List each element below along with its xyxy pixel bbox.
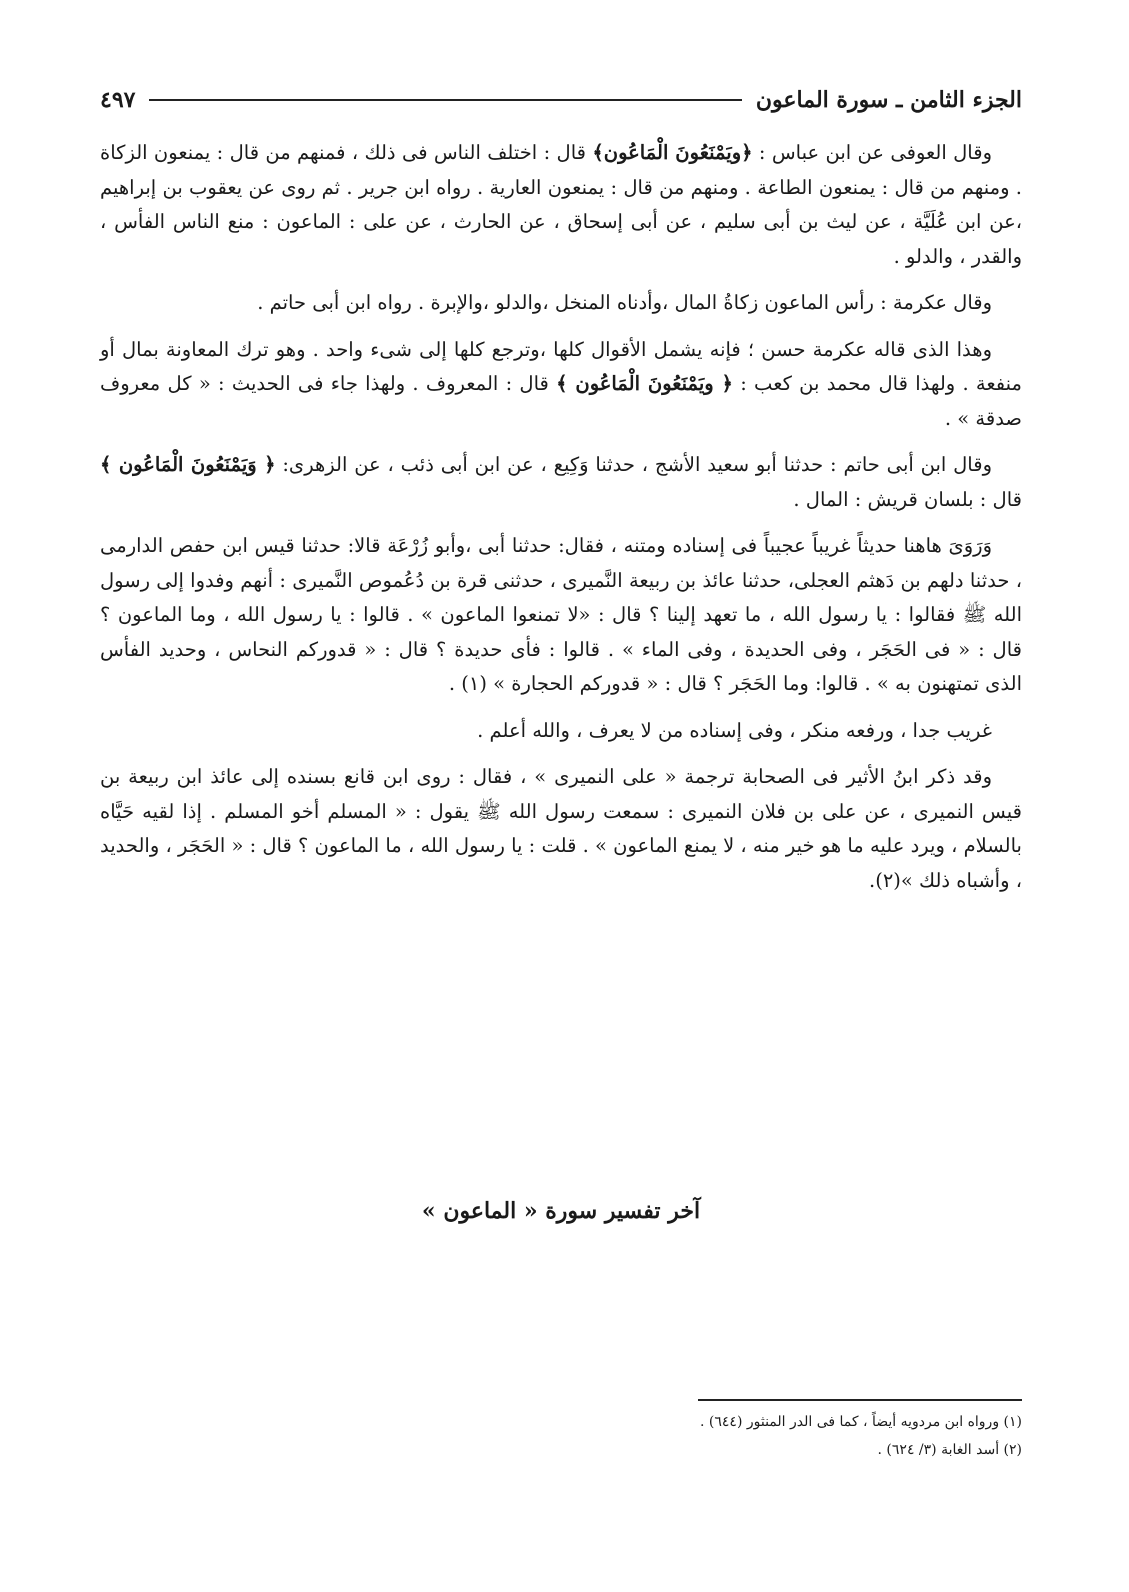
text-run: وقد ذكر ابنُ الأثير فى الصحابة ترجمة « على النميرى » ، فقال : روى ابن قانع بسنده إلى عائذ ابن ربيعة بن قيس النميرى ، عن على بن فلان النميرى : سمعت رسول الله ﷺ يقول : « المسلم أخو المسلم . إذا لقيه حَيَّاه بالسلام ، ويرد عليه ما هو خير منه ، لا يمنع الماعون » . قلت : يا رسول الله ، ما الماعون ؟ قال : « الحَجَر ، والحديد ، وأشباه ذلك »(٢). bbox=[100, 765, 1022, 892]
paragraph bbox=[100, 529, 1022, 702]
page-header bbox=[100, 80, 1022, 120]
quran-quote: ﴿ وَيَمْنَعُونَ الْمَاعُون ﴾ bbox=[100, 453, 276, 476]
header-rule bbox=[149, 99, 741, 101]
footnote-1: (١) ورواه ابن مردويه أيضاً ، كما فى الدر المنثور (٦٤٤) . bbox=[700, 1414, 1022, 1430]
paragraph bbox=[100, 760, 1022, 898]
paragraph bbox=[100, 286, 1022, 321]
text-run: غريب جدا ، ورفعه منكر ، وفى إسناده من لا يعرف ، والله أعلم . bbox=[477, 718, 992, 742]
running-title: الجزء الثامن ـ سورة الماعون bbox=[755, 87, 1022, 113]
quran-quote: ﴿ ويَمْنَعُونَ الْمَاعُون ﴾ bbox=[556, 372, 733, 395]
text-run: قال : بلسان قريش : المال . bbox=[793, 487, 1022, 511]
text-run: وقال عكرمة : رأس الماعون زكاةُ المال ،وأدناه المنخل ،والدلو ،والإبرة . رواه ابن أبى حاتم . bbox=[257, 291, 992, 314]
page-number: ٤٩٧ bbox=[100, 87, 136, 113]
paragraph bbox=[100, 136, 1022, 274]
paragraph bbox=[100, 714, 1022, 749]
text-run: قال : اختلف الناس فى ذلك ، فمنهم من قال : يمنعون الزكاة . ومنهم من قال : يمنعون الطاعة . ومنهم من قال : يمنعون العارية . رواه ابن جرير . ثم روى عن يعقوب بن إبراهيم ،عن ابن عُلَيَّة ، عن ليث بن أبى سليم ، عن أبى إسحاق ، عن الحارث ، عن على : الماعون : منع الناس الفأس ، والقدر ، والدلو . bbox=[100, 141, 1022, 268]
footnotes bbox=[100, 1408, 1022, 1464]
quran-quote: ﴿ويَمْنَعُونَ الْمَاعُون﴾ bbox=[592, 141, 753, 164]
footnote-rule bbox=[698, 1399, 1022, 1401]
text-run: وهذا الذى قاله عكرمة حسن ؛ فإنه يشمل الأقوال كلها ،وترجع كلها إلى شىء واحد . وهو ترك المعاونة بمال أو منفعة . ولهذا قال محمد بن كعب : bbox=[100, 337, 1022, 395]
closing-heading: آخر تفسير سورة « الماعون » bbox=[421, 1198, 701, 1224]
footnote-2: (٢) أسد الغابة (٣/ ٦٢٤) . bbox=[877, 1442, 1022, 1458]
text-run: وَرَوَىَ هاهنا حديثاً غريباً عجيباً فى إسناده ومتنه ، فقال: حدثنا أبى ،وأبو زُرْعَة قالا: حدثنا قيس ابن حفص الدارمى ، حدثنا دلهم بن دَهثم العجلى، حدثنا عائذ بن ربيعة النَّميرى ، حدثنى قرة بن دُعُموص النَّميرى : أنهم وفدوا إلى رسول الله ﷺ فقالوا : يا رسول الله ، ما تعهد إلينا ؟ قال : «لا تمنعوا الماعون » . قالوا : يا رسول الله ، وما الماعون ؟ قال : « فى الحَجَر ، وفى الحديدة ، وفى الماء » . قالوا : فأى حديدة ؟ قال : « قدوركم النحاس ، وحديد الفأس الذى تمتهنون به » . قالوا: وما الحَجَر ؟ قال : « قدوركم الحجارة » (١) . bbox=[100, 534, 1022, 695]
text-run: وقال ابن أبى حاتم : حدثنا أبو سعيد الأشج ، حدثنا وَكِيع ، عن ابن أبى ذئب ، عن الزهرى: bbox=[275, 453, 992, 476]
body-text bbox=[100, 136, 1022, 910]
paragraph bbox=[100, 333, 1022, 437]
text-run: وقال العوفى عن ابن عباس : bbox=[752, 141, 992, 164]
text-run: قال : المعروف . ولهذا جاء فى الحديث : « كل معروف صدقة » . bbox=[100, 372, 1022, 430]
paragraph bbox=[100, 448, 1022, 517]
